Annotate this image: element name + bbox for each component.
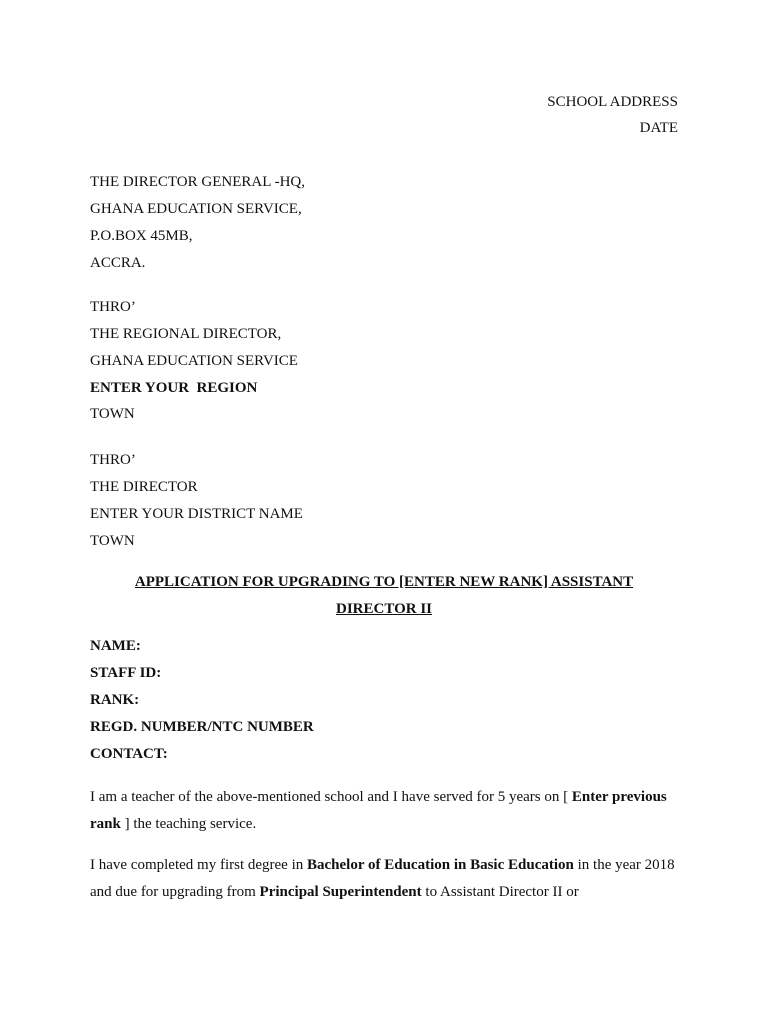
- current-rank: Principal Superintendent: [259, 883, 422, 900]
- date: DATE: [639, 120, 678, 136]
- field-rank: RANK:: [90, 692, 140, 708]
- paragraph-service: [90, 784, 682, 837]
- subject-line-1: APPLICATION FOR UPGRADING TO [ENTER NEW RANK] ASSISTANT: [134, 574, 634, 590]
- regional-town: TOWN: [90, 406, 135, 422]
- degree-name: Bachelor of Education in Basic Education: [307, 857, 574, 873]
- paragraph-service-text-1: I am a teacher of the above-mentioned school and I have served for 5 years on [: [90, 789, 572, 805]
- paragraph-degree-text-1: I have completed my first degree in: [90, 857, 308, 873]
- subject-line-2: DIRECTOR II: [336, 601, 432, 617]
- paragraph-degree: [90, 852, 682, 905]
- paragraph-degree-text-3: to Assistant Director II or: [421, 883, 579, 900]
- recipient-line-3: P.O.BOX 45MB,: [90, 228, 193, 244]
- recipient-line-4: ACCRA.: [90, 255, 146, 271]
- regional-service-line: GHANA EDUCATION SERVICE: [90, 353, 298, 369]
- field-staff-id: STAFF ID:: [90, 665, 162, 681]
- region-placeholder: ENTER YOUR REGION: [90, 380, 258, 396]
- regional-director-line: THE REGIONAL DIRECTOR,: [90, 326, 282, 342]
- school-address: SCHOOL ADDRESS: [547, 94, 678, 110]
- field-contact: CONTACT:: [90, 746, 168, 762]
- paragraph-service-text-2: ] the teaching service.: [120, 815, 257, 832]
- previous-rank-placeholder: Enter previous rank: [90, 789, 667, 832]
- thro-regional-label: THRO’: [90, 299, 136, 315]
- district-director-line: THE DIRECTOR: [90, 479, 198, 495]
- paragraph-degree-text-2: in the year 2018 and due for upgrading from: [90, 857, 675, 900]
- recipient-line-2: GHANA EDUCATION SERVICE,: [90, 201, 302, 217]
- recipient-line-1: THE DIRECTOR GENERAL -HQ,: [90, 174, 305, 190]
- field-regd-number: REGD. NUMBER/NTC NUMBER: [90, 719, 314, 735]
- district-town: TOWN: [90, 533, 135, 549]
- thro-district-label: THRO’: [90, 452, 136, 468]
- district-placeholder: ENTER YOUR DISTRICT NAME: [90, 506, 303, 522]
- field-name: NAME:: [90, 638, 141, 654]
